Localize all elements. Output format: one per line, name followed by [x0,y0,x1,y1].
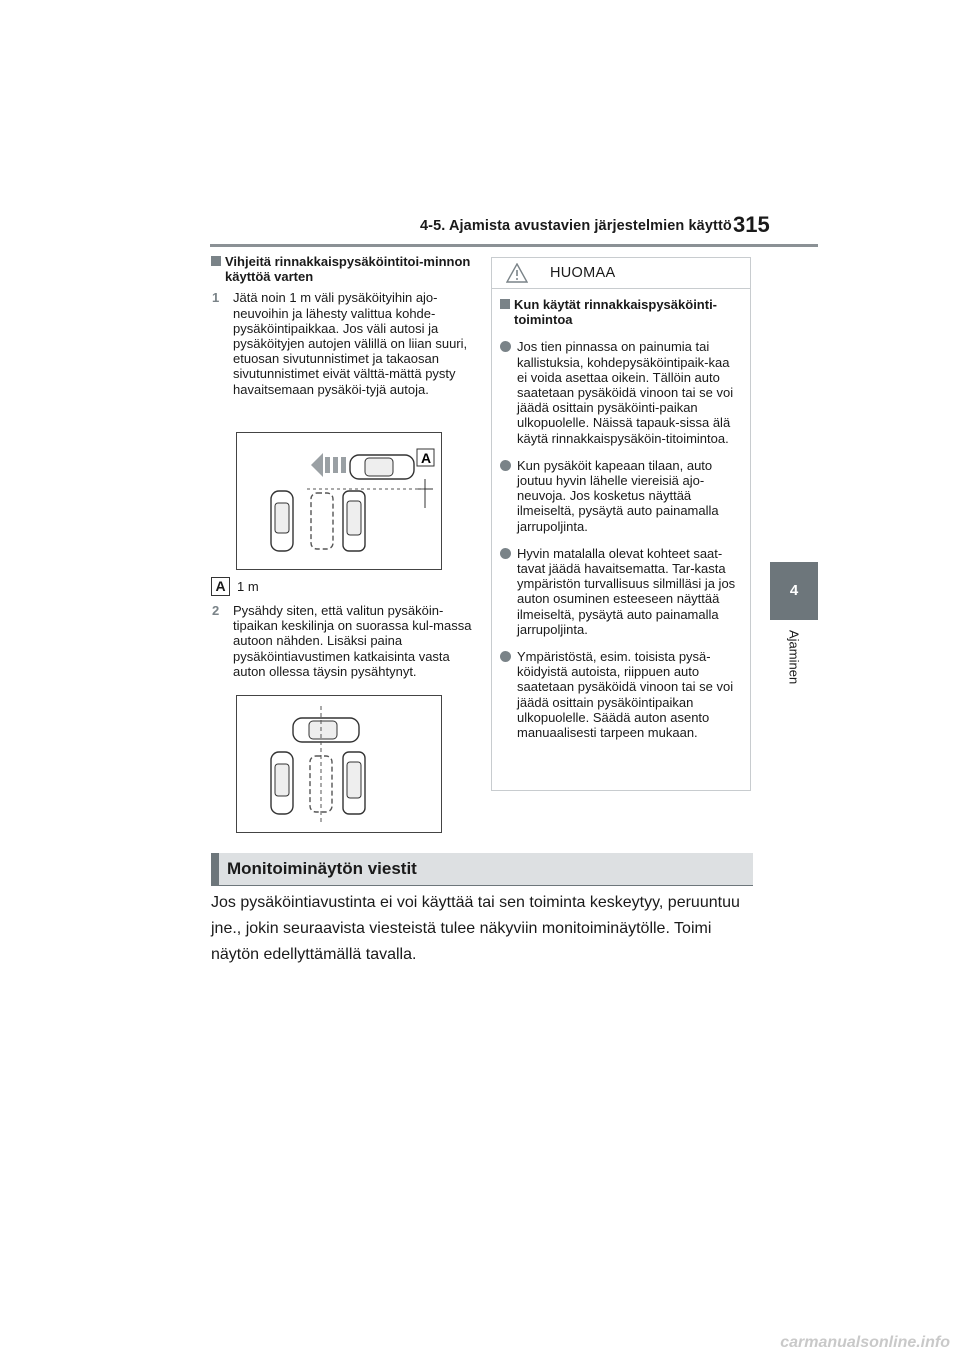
caution-item [500,546,742,637]
caution-item [500,339,742,445]
legend-label-box: A [211,577,230,596]
round-bullet-icon [500,460,511,471]
figure-approach-parking [236,432,442,570]
caution-header [492,258,750,289]
legend-text: 1 m [237,579,259,594]
chapter-label-text: Ajaminen [786,630,802,685]
caution-heading [500,297,742,327]
square-bullet-icon [500,299,510,309]
chapter-tab: 4 [770,562,818,620]
step-text: Pysähdy siten, että valitun pysäköin-tipaikan keskilinja on suorassa kul-massa autoon nähden. Lisäksi paina pysäköintiavustimen katkaisinta vasta auton ollessa täysin pysähtynyt. [233,603,472,679]
section-title: Monitoiminäytön viestit [211,853,753,885]
stop-position-illustration [237,696,441,832]
round-bullet-icon [500,651,511,662]
watermark: carmanualsonline.info [780,1334,950,1351]
step-1 [211,290,473,396]
parking-approach-illustration [237,433,441,569]
step-2 [211,603,473,679]
caution-item [500,649,742,740]
tips-column-continued [211,603,473,685]
step-number: 1 [212,290,220,306]
tips-heading [211,254,473,284]
step-number: 2 [212,603,220,618]
figure-legend [211,577,259,596]
header-section-title: 4-5. Ajamista avustavien järjestelmien käyttö [420,218,732,234]
step-text: Jätä noin 1 m väli pysäköityihin ajo-neuvoihin ja lähesty valittua kohde-pysäköintipaikkaa. Jos väli autosi ja pysäköityjen autojen välillä on liian suuri, etuosan sivutunnistimet ja takaosan sivutunnistimet eivät välttä-mättä pysty havaitsemaan pysäköi-tyjä autoja. [233,290,468,397]
square-bullet-icon [211,256,221,266]
caution-item [500,458,742,534]
warning-triangle-icon [506,263,528,283]
caution-item-text: Hyvin matalalla olevat kohteet saat-tavat jäädä havaitsematta. Tar-kasta ympäristön turvallisuus silmilläsi ja jos auton osuminen esteeseen näyttää ilmeiseltä, pysäytä auto painamalla jarrupoljinta. [517,545,736,637]
caution-item-text: Kun pysäköit kapeaan tilaan, auto joutuu hyvin lähelle viereisiä ajo-neuvoja. Jos kosketus näyttää ilmeiseltä, pysäytä auto painamalla jarrupoljinta. [517,457,719,534]
figure-stop-position [236,695,442,833]
section-body: Jos pysäköintiavustinta ei voi käyttää tai sen toiminta keskeytyy, peruuntuu jne., jokin seuraavista viesteistä tulee näkyviin monitoiminäytölle. Toimi näytön edellyttämällä tavalla. [211,894,740,963]
caution-title: HUOMAA [550,265,616,281]
caution-heading-text: Kun käytät rinnakkaispysäköinti-toimintoa [514,297,718,328]
round-bullet-icon [500,548,511,559]
header-rule [210,244,818,247]
caution-body [492,289,750,740]
tips-column [211,254,473,403]
page-number: 315 [733,212,770,237]
caution-box [491,257,751,791]
round-bullet-icon [500,341,511,352]
tips-heading-text: Vihjeitä rinnakkaispysäköintitoi-minnon käyttöä varten [225,254,471,285]
caution-item-text: Ympäristöstä, esim. toisista pysä-köidyistä autoista, riippuen auto saatetaan pysäköidä vinoon tai se voi jäädä osittain pysäköintipaikan ulkopuolelle. Säädä auton asento manuaalisesti tarpeen mukaan. [517,649,734,741]
caution-item-text: Jos tien pinnassa on painumia tai kallistuksia, kohdepysäköintipaik-kaa ei voida asettaa oikein. Tällöin auto saatetaan pysäköidä vinoon tai se voi jäädä osittain pysäköinti-paikan ulkopuolelle. Näissä tapauk-sissa älä käytä rinnakkaispysäköin-titoimintoa. [517,339,734,446]
chapter-label [770,630,818,710]
figure-label-a: A [421,450,432,466]
section-underline [211,885,753,886]
